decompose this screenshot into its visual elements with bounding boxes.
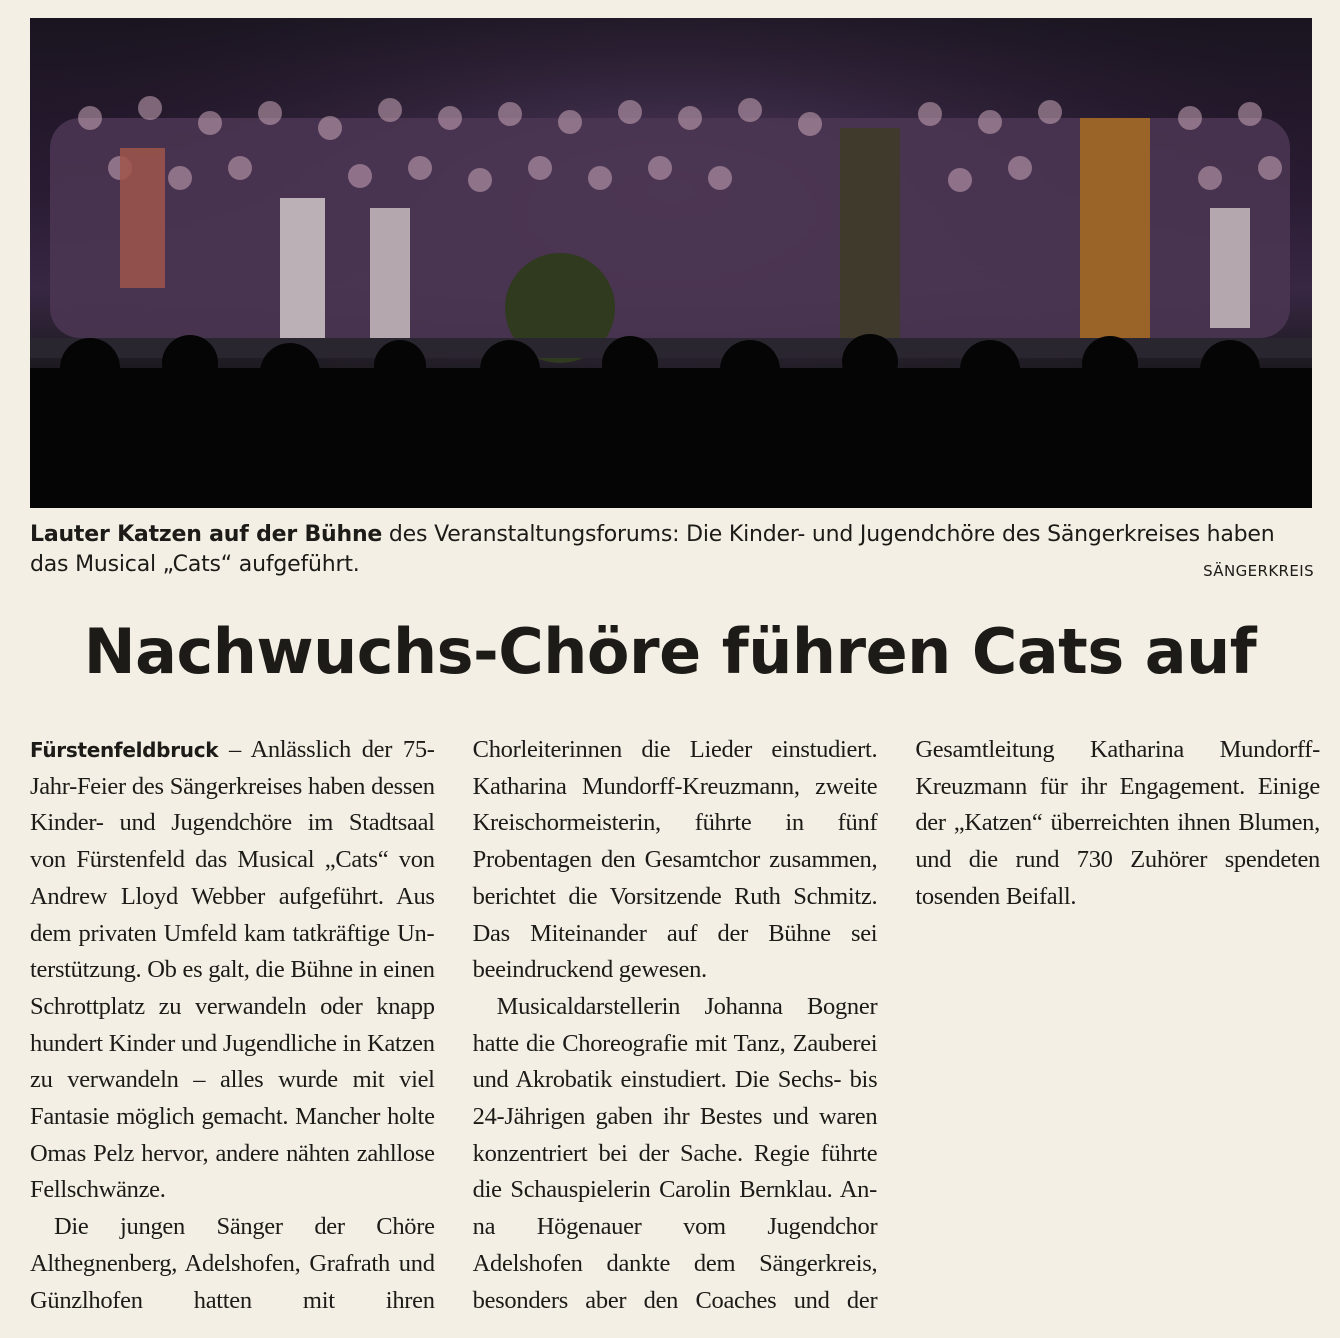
photo-caption — [30, 520, 1316, 580]
stage-photo-icon — [30, 18, 1312, 508]
article-text — [30, 732, 1320, 1322]
dateline: Fürstenfeldbruck — [30, 738, 219, 762]
paragraph-2: Die jungen Sänger der Chöre Althegnenberg, Adelshofen, Grafrath und Günzlhofen hatten mit ihren Chorleiterinnen die Lieder einstudiert. Katharina Mundorff-Kreuzmann, zweite Kreischormeisterin, führte in fünf Probentagen den Gesamtchor zusammen, berichtet die Vorsitzende Ruth Schmitz. Das Miteinander auf der Bühne sei beeindruckend gewesen. — [30, 736, 878, 1314]
paragraph-3: Musicaldarstellerin Johanna Bogner hatte die Choreografie mit Tanz, Zauberei und Akrobatik einstudiert. Die Sechs- bis 24-Jährigen gaben ihr Bestes und waren konzentriert bei der Sache. Regie führte die Schauspielerin Carolin Bernklau. Anna Högenauer vom Jugendchor Adelshofen dankte dem Sängerkreis, besonders aber den Coaches und der Gesamtleitung Katharina Mundorff-Kreuzmann für ihr Engagement. Einige der „Katzen“ überreichten ihnen Blumen, und die rund 730 Zuhörer spendeten tosenden Beifall. — [472, 736, 1320, 1314]
paragraph-1 — [30, 732, 435, 1209]
photo-credit: SÄNGERKREIS — [1203, 562, 1314, 580]
caption-text: des Veranstaltungsforums: Die Kinder- und Jugendchöre des Sängerkreises haben das Musical „Cats“ aufgeführt. — [30, 522, 1275, 577]
caption-lead: Lauter Katzen auf der Bühne — [30, 522, 383, 547]
headline: Nachwuchs-Chöre führen Cats auf — [83, 615, 1257, 688]
paragraph-1-text: – Anlässlich der 75-Jahr-Feier des Sängerkreises haben dessen Kinder- und Jugendchöre im Stadtsaal von Fürstenfeld das Musical „Cats“ von Andrew Lloyd Webber aufgeführt. Aus dem privaten Umfeld kam tatkräftige Unterstützung. Ob es galt, die Bühne in einen Schrottplatz zu verwandeln oder knapp hundert Kinder und Jugendliche in Katzen zu verwandeln – alles wurde mit viel Fantasie möglich gemacht. Mancher holte Omas Pelz hervor, andere nähten zahllose Fellschwänze. — [30, 736, 435, 1204]
article-body — [30, 732, 1320, 1322]
stage-photo — [30, 18, 1312, 508]
